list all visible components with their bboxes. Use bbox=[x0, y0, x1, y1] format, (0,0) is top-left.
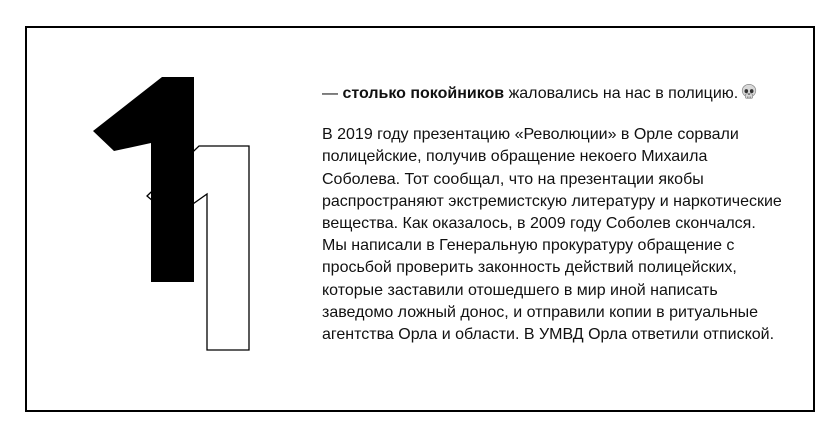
info-card bbox=[25, 26, 815, 412]
lead-bold-text: столько покойников bbox=[342, 85, 505, 102]
text-content bbox=[322, 83, 797, 346]
lead-dash: — bbox=[322, 85, 343, 102]
lead-line bbox=[322, 83, 797, 105]
body-paragraph: В 2019 году презентацию «Революции» в Орле сорвали полицейские, получив обращение некоего Михаила Соболева. Тот сообщал, что на презентации якобы распространяют экстремистскую литературу и наркотические вещества. Как оказалось, в 2009 году Соболев скончался. Мы написали в Генеральную прокуратуру обращение с просьбой проверить законность действий полицейских, которые заставили отошедшего в мир иной написать заведомо ложный донос, и отправили копии в ритуальные агентства Орла и области. В УМВД Орла ответили отпиской. bbox=[322, 126, 782, 344]
lead-rest-text: жаловались на нас в полицию. bbox=[504, 85, 739, 102]
numeral-solid-one bbox=[93, 77, 194, 282]
skull-icon bbox=[740, 83, 758, 101]
numeral-one-graphic bbox=[27, 28, 307, 408]
